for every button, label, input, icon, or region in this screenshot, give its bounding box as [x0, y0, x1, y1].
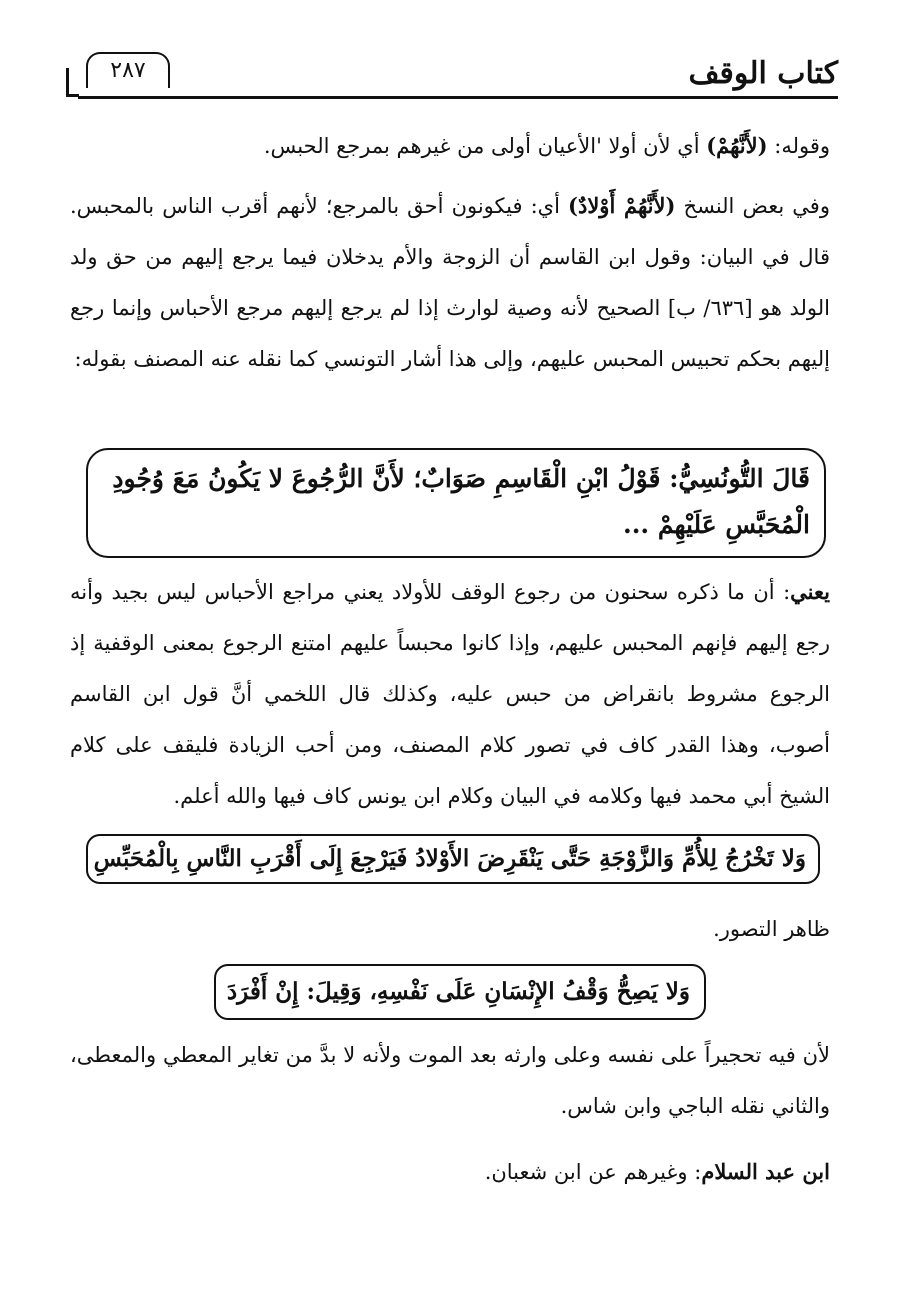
paragraph-1 [70, 120, 830, 172]
quote-box-mother-wife [86, 834, 820, 884]
paragraph-6 [70, 1146, 830, 1198]
paragraph-1-prefix: وقوله: [767, 134, 830, 158]
quote-box-self-waqf [214, 964, 706, 1020]
paragraph-2-prefix: وفي بعض النسخ [675, 194, 830, 218]
header-rule [78, 96, 838, 99]
paragraph-3 [70, 566, 830, 822]
paragraph-5: لأن فيه تحجيراً على نفسه وعلى وارثه بعد الموت ولأنه لا بدَّ من تغاير المعطي والمعطى، والثاني نقله الباجي وابن شاس. [70, 1043, 830, 1118]
paragraph-6-text: : وغيرهم عن ابن شعبان. [484, 1160, 702, 1184]
paragraph-1-text: أي لأن أولا 'الأعيان أولى من غيرهم بمرجع الحبس. [263, 134, 707, 158]
quote-text-mother-wife: وَلا تَخْرُجُ لِلأُمِّ وَالزَّوْجَةِ حَتَّى يَنْقَرِضَ الأَوْلادُ فَيَرْجِعَ إِلَى أَقْرَبِ النَّاسِ بِالْمُحَبِّسِ [93, 845, 806, 872]
paragraph-4: ظاهر التصور. [713, 917, 830, 941]
paragraph-2-term: (لأَنَّهُمْ أَوْلادٌ) [568, 193, 676, 218]
paragraph-1-term: (لأَنَّهُمْ) [706, 133, 768, 158]
paragraph-3-text: : أن ما ذكره سحنون من رجوع الوقف للأولاد يعني مراجع الأحباس ليس بجيد وأنه رجع إليهم فإنهم المحبس عليهم، وإذا كانوا محبساً عليهم امتنع الرجوع بمعنى الوقفية إذ الرجوع مشروط بانقراض من حبس عليه، وكذلك قال اللخمي أنَّ قول ابن القاسم أصوب، وهذا القدر كاف في تصور كلام المصنف، ومن أحب الزيادة فليقف على كلام الشيخ أبي محمد فيها وكلامه في البيان وكلام ابن يونس كاف فيها والله أعلم. [70, 580, 830, 808]
paragraph-6-term: ابن عبد السلام [701, 1159, 830, 1184]
running-title: كتاب الوقف [688, 56, 838, 91]
paragraph-2-text: أي: فيكونون أحق بالمرجع؛ لأنهم أقرب الناس بالمحبس. قال في البيان: وقول ابن القاسم أن الزوجة والأم يدخلان فيما يرجع إليهم من حق ولد الولد هو [٦٣٦/ ب] الصحيح لأنه وصية لوارث إذا لم يرجع إليهم مرجع الأحباس وإنما رجع إليهم بحكم تحبيس المحبس عليهم، وإلى هذا أشار التونسي كما نقله عنه المصنف بقوله: [70, 194, 830, 371]
paragraph-2 [70, 180, 830, 385]
quote-text-self-waqf: وَلا يَصِحُّ وَقْفُ الإِنْسَانِ عَلَى نَفْسِهِ، وَقِيلَ: إِنْ أَفْرَدَ [226, 978, 690, 1005]
paragraph-3-term: يعني [790, 579, 830, 604]
page-number: ٢٨٧ [86, 52, 170, 88]
page-number-mark [66, 68, 79, 97]
quote-box-tunisi [86, 448, 826, 558]
page-header [78, 50, 838, 100]
quote-text-tunisi: قَالَ التُّونُسِيُّ: قَوْلُ ابْنِ الْقَاسِمِ صَوَابٌ؛ لأَنَّ الرُّجُوعَ لا يَكُونُ مَعَ وُجُودِ الْمُحَبَّسِ عَلَيْهِمْ ... [112, 464, 810, 539]
